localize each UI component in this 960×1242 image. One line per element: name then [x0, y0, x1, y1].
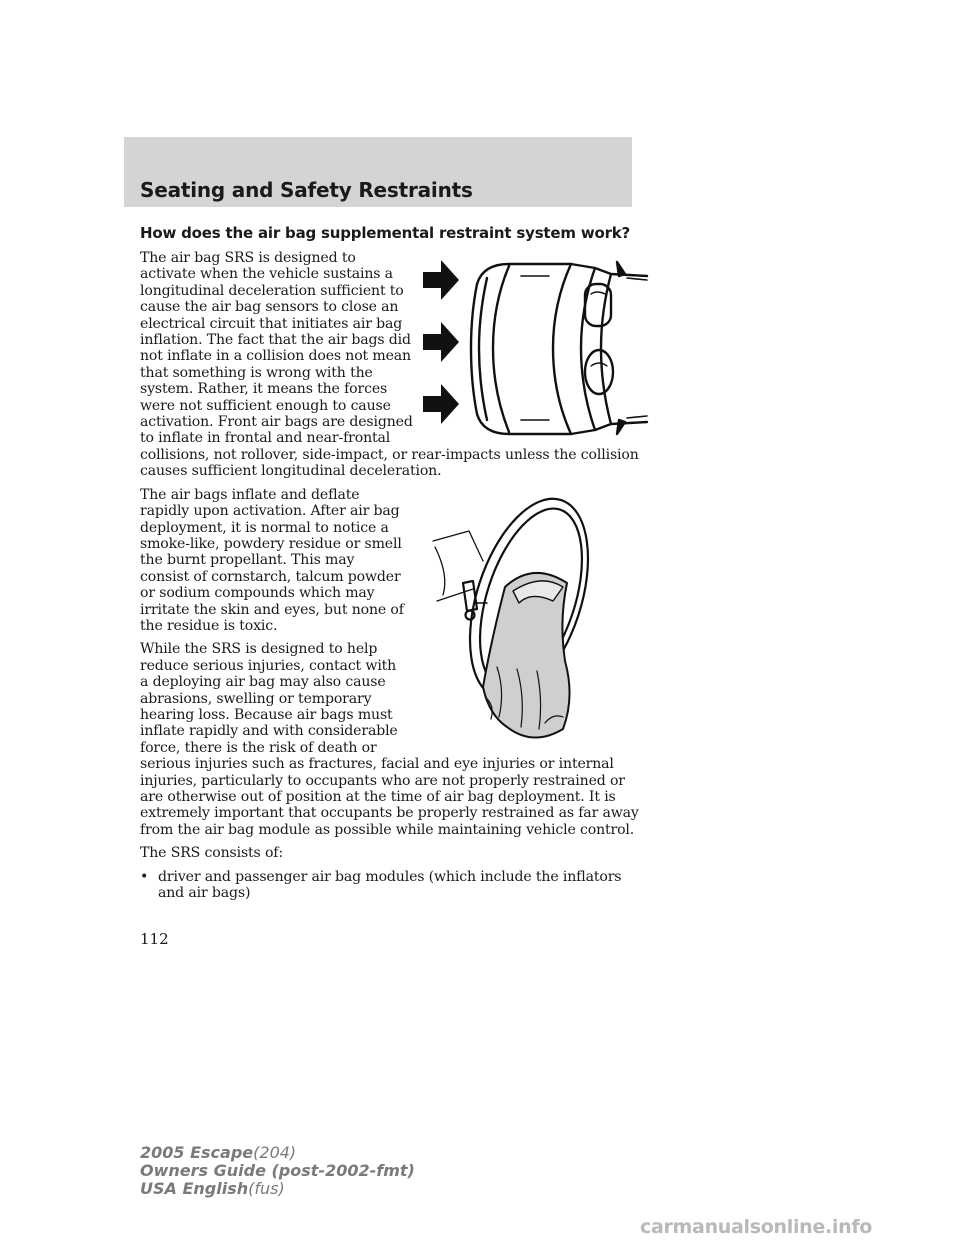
- footer-language-code: (fus): [248, 1179, 285, 1198]
- paragraph: The air bag SRS is designed to activate when the vehicle sustains a longitudinal deceleration sufficient to cause the air bag sensors to close an electrical circuit that initiates air bag inflation. The fact that the air bags did not inflate in a collision does not mean that something is wrong with the system. Rather, it means the forces were not sufficient enough to cause activation. Front air bags are designed to inflate in frontal and near-frontal collisions, not rollover, side-impact, or rear-impacts unless the collision causes sufficient longitudinal deceleration.: [140, 250, 639, 480]
- frontal-impact-illustration: [421, 254, 653, 442]
- paragraph: While the SRS is designed to help reduce serious injuries, contact with a deploying air bag may also cause abrasions, swelling or temporary hearing loss. Because air bags must inflate rapidly and with considerable force, there is the risk of death or serious injuries such as fractures, facial and eye injuries or internal injuries, particularly to occupants who are not properly restrained or are otherwise out of position at the time of air bag deployment. It is extremely important that occupants be properly restrained as far away from the air bag module as possible while maintaining vehicle control.: [140, 641, 639, 838]
- impact-arrow-icon: [423, 260, 459, 300]
- section-title: Seating and Safety Restraints: [140, 178, 473, 202]
- paragraph: The SRS consists of:: [140, 845, 283, 862]
- watermark: carmanualsonline.info: [640, 1216, 873, 1238]
- steering-wheel-airbag-icon: [433, 491, 611, 738]
- document-footer: [140, 1144, 415, 1198]
- page-content: [140, 224, 640, 901]
- car-top-view-icon: [471, 262, 647, 434]
- bullet-icon: •: [140, 868, 149, 885]
- impact-arrow-icon: [423, 384, 459, 424]
- page-number: 112: [140, 930, 169, 948]
- paragraph: The air bags inflate and deflate rapidly upon activation. After air bag deployment, it is normal to notice a smoke-like, powdery residue or smell the burnt propellant. This may consist of cornstarch, talcum powder or sodium compounds which may irritate the skin and eyes, but none of the residue is toxic.: [140, 486, 404, 634]
- footer-guide: Owners Guide (post-2002-fmt): [140, 1161, 415, 1180]
- question-heading: How does the air bag supplemental restraint system work?: [140, 224, 631, 242]
- footer-language: USA English: [140, 1179, 249, 1198]
- deployed-airbag-illustration: [413, 491, 645, 747]
- list-item-text: driver and passenger air bag modules (which include the inflators and air bags): [158, 868, 622, 902]
- footer-model: 2005 Escape: [140, 1143, 254, 1162]
- impact-arrow-icon: [423, 322, 459, 362]
- footer-model-code: (204): [253, 1143, 297, 1162]
- list-item: [140, 869, 640, 902]
